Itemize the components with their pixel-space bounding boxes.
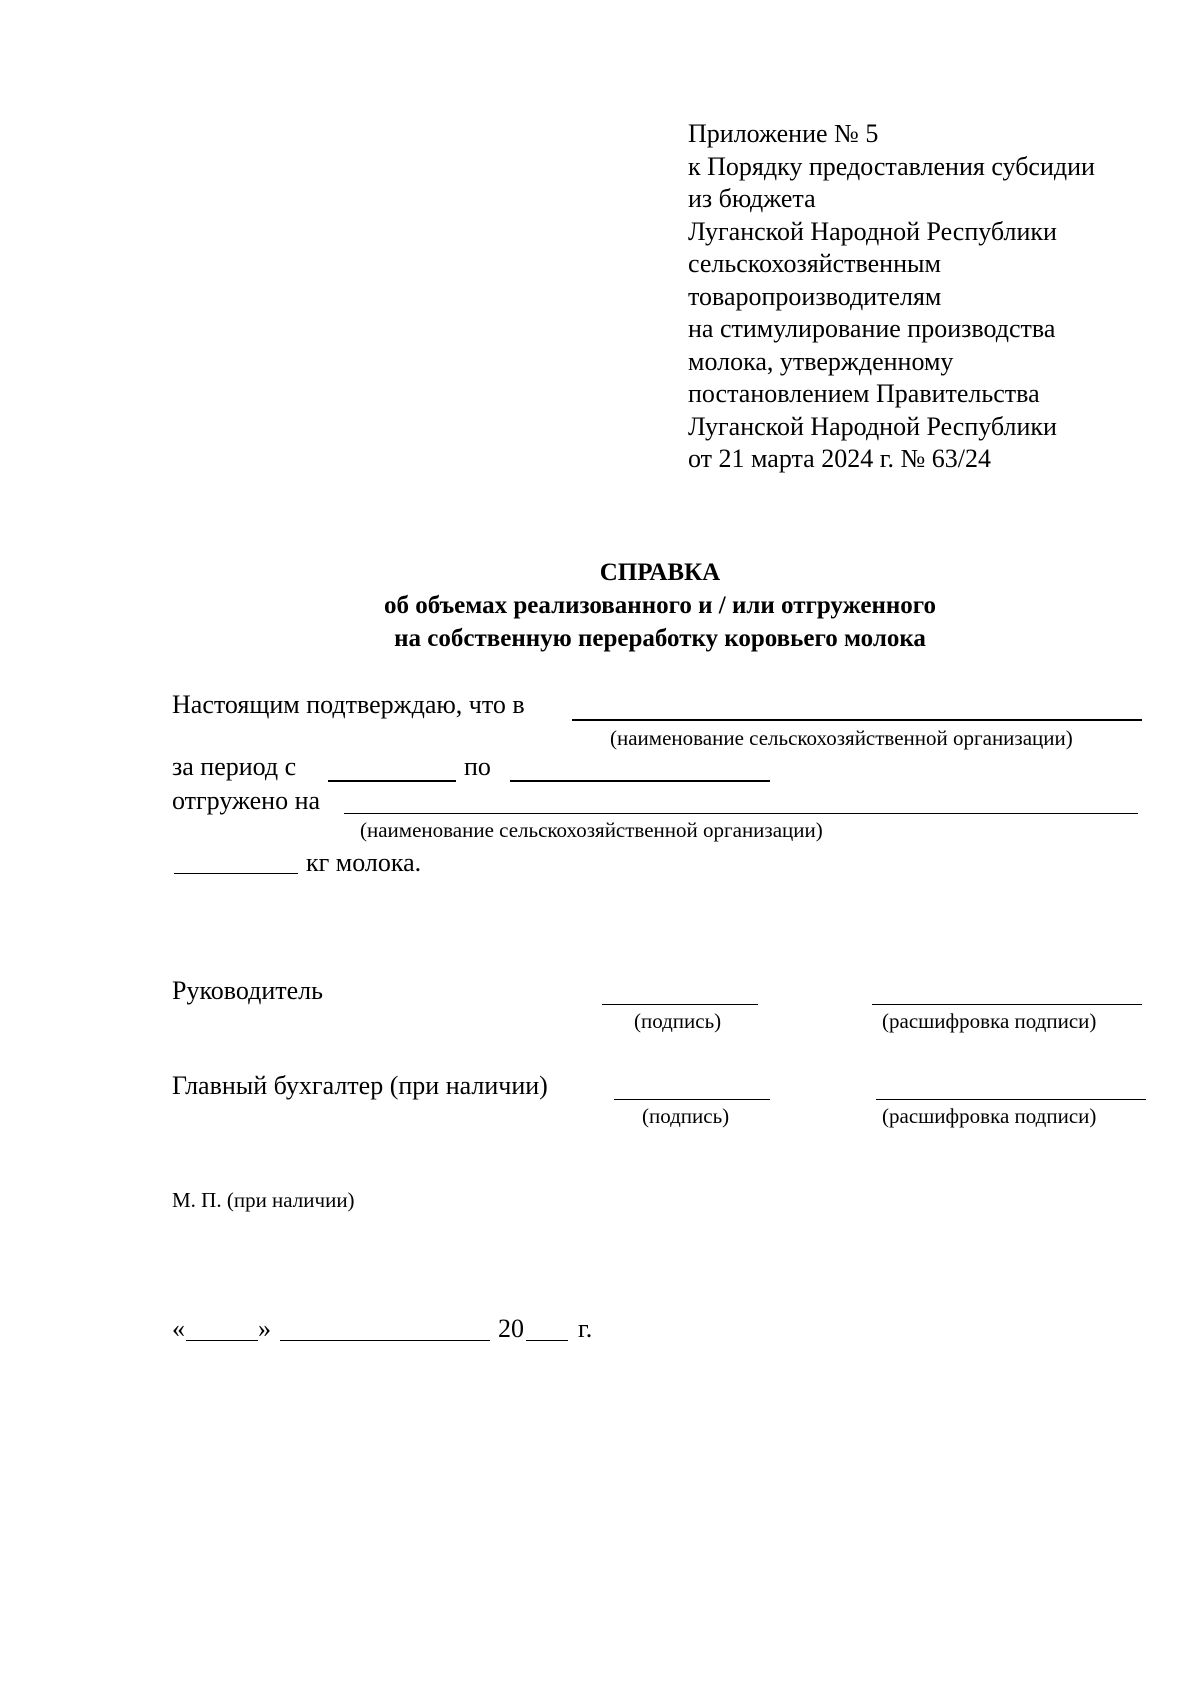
- appendix-line: постановлением Правительства: [688, 379, 1040, 408]
- period-from-field[interactable]: [328, 780, 456, 782]
- accountant-signature-field[interactable]: [614, 1099, 770, 1100]
- appendix-line: на стимулирование производства: [688, 314, 1056, 343]
- org-name-caption: (наименование сельскохозяйственной организации): [610, 726, 1073, 750]
- date-day-field[interactable]: [186, 1340, 258, 1341]
- accountant-decode-caption: (расшифровка подписи): [882, 1104, 1097, 1128]
- appendix-line: сельскохозяйственным: [688, 249, 941, 278]
- accountant-decode-field[interactable]: [876, 1099, 1146, 1100]
- date-month-field[interactable]: [280, 1340, 490, 1341]
- accountant-label: Главный бухгалтер (при наличии): [172, 1071, 548, 1100]
- title-subtitle-2: на собственную переработку коровьего молока: [394, 625, 926, 652]
- accountant-signature-caption: (подпись): [642, 1104, 730, 1128]
- date-year-suffix: г.: [578, 1314, 593, 1343]
- appendix-line: молока, утвержденному: [688, 346, 954, 376]
- head-decode-caption: (расшифровка подписи): [882, 1009, 1097, 1033]
- org-name-field[interactable]: [572, 719, 1142, 721]
- head-signature-caption: (подпись): [634, 1009, 722, 1033]
- appendix-line: к Порядку предоставления субсидии: [688, 151, 1095, 181]
- shipped-org-caption: (наименование сельскохозяйственной организации): [360, 818, 823, 842]
- head-label: Руководитель: [172, 976, 323, 1005]
- stamp-label: М. П. (при наличии): [172, 1188, 355, 1212]
- date-close-quote: »: [258, 1314, 271, 1343]
- kg-amount-field[interactable]: [174, 873, 298, 874]
- period-to-text: по: [464, 752, 491, 781]
- date-year-prefix: 20: [498, 1314, 524, 1343]
- kg-text: кг молока.: [306, 848, 422, 877]
- head-decode-field[interactable]: [872, 1004, 1142, 1005]
- period-from-text: за период с: [172, 752, 297, 781]
- appendix-line: из бюджета: [688, 184, 816, 213]
- appendix-line: от 21 марта 2024 г. № 63/24: [688, 444, 991, 473]
- appendix-line: Луганской Народной Республики: [688, 216, 1057, 246]
- date-year-field[interactable]: [526, 1340, 568, 1341]
- period-to-field[interactable]: [510, 780, 770, 782]
- date-open-quote: «: [172, 1314, 185, 1343]
- title-subtitle-1: об объемах реализованного и / или отгруженного: [383, 592, 937, 619]
- shipped-text: отгружено на: [172, 786, 321, 815]
- shipped-to-field[interactable]: [344, 813, 1138, 814]
- confirm-text: Настоящим подтверждаю, что в: [172, 690, 525, 719]
- title-heading: СПРАВКА: [599, 559, 721, 586]
- document-title: [0, 556, 1200, 655]
- appendix-line: товаропроизводителям: [688, 281, 942, 311]
- appendix-header: [688, 118, 1095, 476]
- appendix-line: Приложение № 5: [688, 119, 879, 148]
- appendix-line: Луганской Народной Республики: [688, 411, 1057, 441]
- head-signature-field[interactable]: [602, 1004, 758, 1005]
